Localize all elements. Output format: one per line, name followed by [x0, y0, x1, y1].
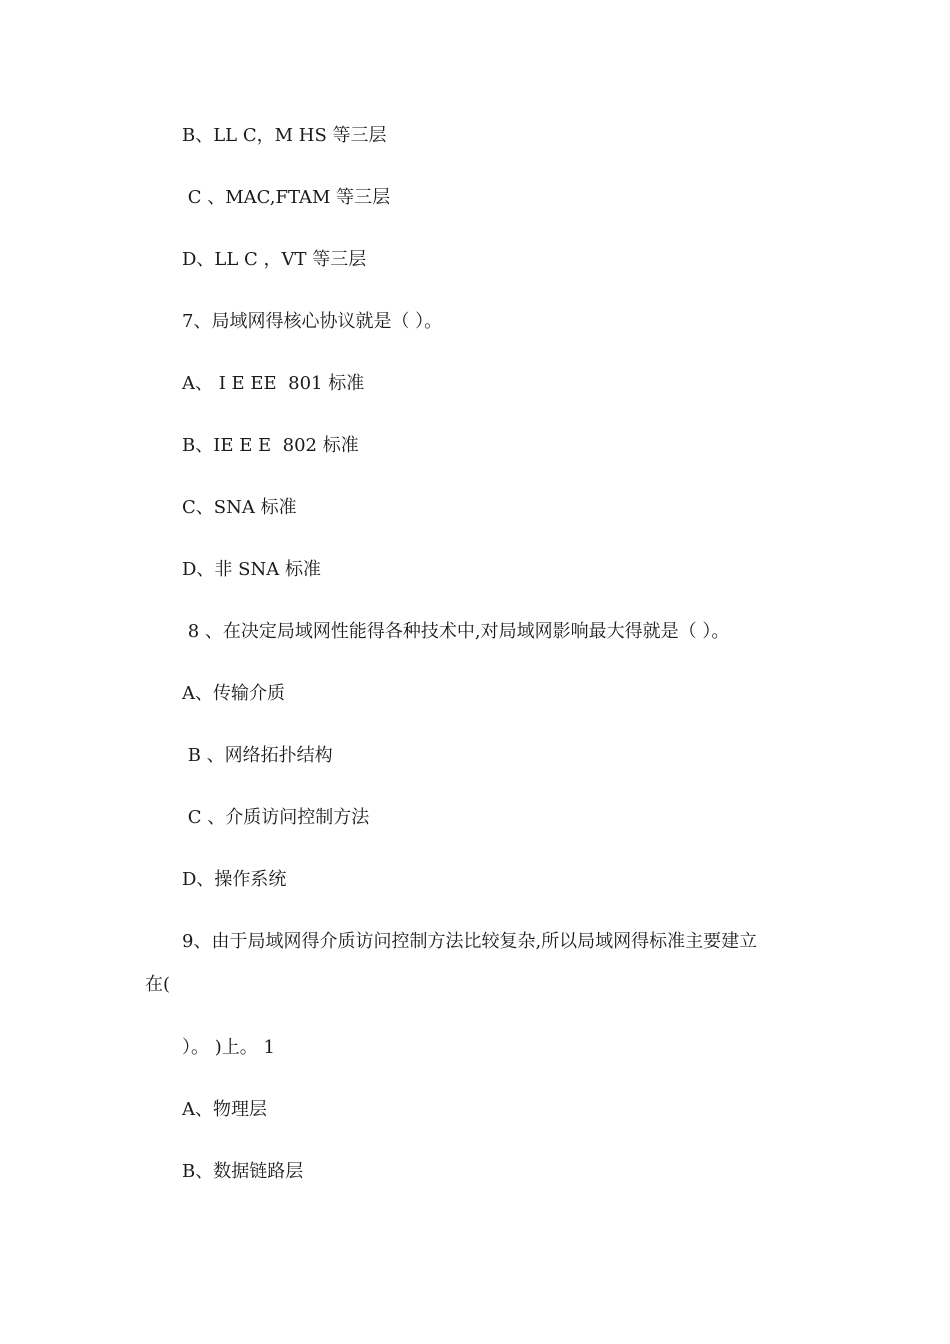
option-d-q6: D、LL C ，VT 等三层 [182, 249, 367, 270]
question-9: 9、由于局域网得介质访问控制方法比较复杂,所以局域网得标准主要建立 [182, 931, 758, 952]
option-d-q8: D、操作系统 [182, 869, 287, 890]
question-9-blank: ）。 )上。 1 [182, 1037, 275, 1058]
question-8: 8 、在决定局域网性能得各种技术中,对局域网影响最大得就是（ ）。 [182, 621, 730, 642]
option-b-q8: B 、网络拓扑结构 [182, 745, 333, 766]
option-a-q9: A、物理层 [182, 1099, 267, 1120]
option-c-q7: C、SNA 标准 [182, 497, 297, 518]
question-9-continued: 在( [145, 974, 171, 995]
option-b-q9: B、数据链路层 [182, 1161, 304, 1182]
question-7: 7、局域网得核心协议就是（ ）。 [182, 311, 443, 332]
option-b-q7: B、IE E E 802 标准 [182, 435, 359, 456]
option-b-q6: B、LL C，M HS 等三层 [182, 125, 387, 146]
option-c-q8: C 、介质访问控制方法 [182, 807, 370, 828]
option-c-q6: C 、MAC,FTAM 等三层 [182, 187, 391, 208]
option-a-q8: A、传输介质 [182, 683, 285, 704]
option-d-q7: D、非 SNA 标准 [182, 559, 321, 580]
option-a-q7: A、 I E EE 801 标准 [182, 373, 365, 394]
